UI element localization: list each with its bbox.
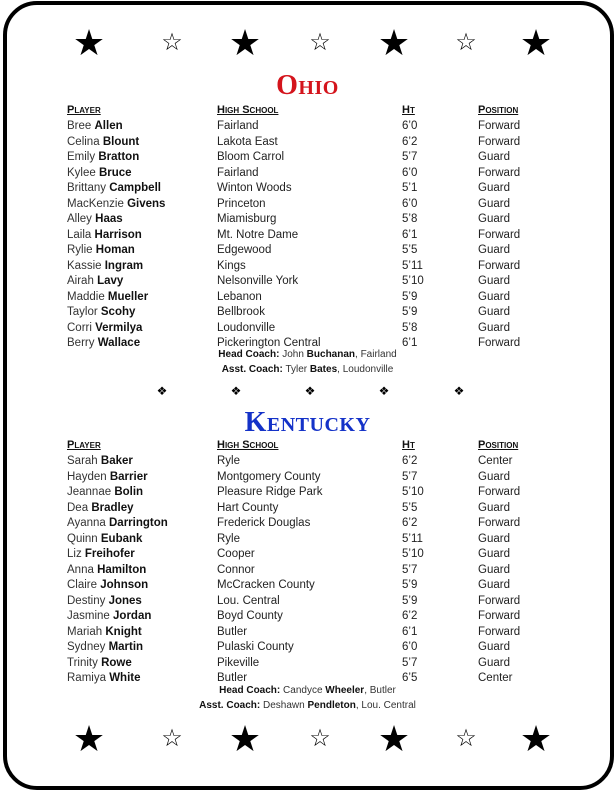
- outline-star-icon: ☆: [455, 29, 477, 56]
- player-position: Forward: [478, 486, 521, 498]
- player-name: [67, 655, 132, 671]
- player-last-name: Givens: [127, 197, 166, 210]
- table-row: [0, 258, 615, 274]
- player-name: [67, 453, 133, 469]
- player-last-name: Eubank: [100, 532, 143, 545]
- player-name: [67, 149, 139, 165]
- player-name: [67, 469, 148, 485]
- player-first-name: Alley: [67, 213, 92, 225]
- player-last-name: Darrington: [109, 517, 168, 529]
- player-first-name: Celina: [67, 135, 100, 148]
- table-row: [0, 608, 615, 624]
- player-height: 5’1: [402, 182, 418, 194]
- player-school: Bellbrook: [217, 306, 265, 318]
- player-height: 5’5: [402, 501, 418, 514]
- table-row: [0, 515, 615, 531]
- player-last-name: Hamilton: [97, 563, 147, 576]
- player-first-name: MacKenzie: [67, 197, 124, 210]
- player-name: [67, 500, 134, 516]
- player-name: [67, 180, 161, 196]
- player-school: Butler: [217, 625, 248, 638]
- player-school: Ryle: [217, 532, 241, 545]
- player-name: [67, 608, 151, 624]
- coach-last-name: Buchanan: [306, 349, 356, 360]
- player-position: Forward: [478, 120, 521, 132]
- column-header-position: Position: [478, 439, 519, 451]
- player-name: [67, 165, 132, 181]
- player-school: Hart County: [217, 501, 279, 514]
- table-row: [0, 639, 615, 655]
- column-header-position: Position: [478, 104, 519, 116]
- player-last-name: White: [109, 672, 141, 684]
- player-name: [67, 484, 143, 500]
- player-height: 6’0: [402, 641, 418, 653]
- player-position: Guard: [478, 501, 510, 514]
- player-first-name: Ayanna: [67, 517, 106, 529]
- player-school: Ryle: [217, 455, 241, 467]
- player-name: [67, 118, 123, 134]
- coach-first-name: Tyler: [285, 364, 308, 375]
- player-height: 5’10: [402, 548, 424, 560]
- player-school: Connor: [217, 563, 255, 576]
- player-position: Center: [478, 672, 513, 684]
- coach-label: Asst. Coach:: [199, 700, 261, 711]
- player-position: Forward: [478, 610, 521, 622]
- player-last-name: Martin: [108, 641, 144, 653]
- player-position: Guard: [478, 244, 510, 256]
- filled-star-icon: ★: [377, 718, 411, 759]
- player-school: Lou. Central: [217, 594, 280, 607]
- column-header-player: Player: [67, 439, 101, 451]
- table-row: [0, 118, 615, 134]
- player-position: Forward: [478, 517, 521, 529]
- player-position: Center: [478, 455, 513, 467]
- player-school: Edgewood: [217, 244, 272, 256]
- player-position: Guard: [478, 656, 510, 669]
- player-height: 6’0: [402, 197, 418, 210]
- table-row: [0, 196, 615, 212]
- player-first-name: Anna: [67, 563, 94, 576]
- player-first-name: Destiny: [67, 594, 106, 607]
- player-first-name: Quinn: [67, 532, 98, 545]
- player-last-name: Vermilya: [95, 321, 143, 334]
- player-first-name: Mariah: [67, 625, 103, 638]
- player-last-name: Mueller: [107, 290, 149, 303]
- player-position: Forward: [478, 337, 521, 349]
- player-height: 6’5: [402, 672, 418, 684]
- player-school: Pickerington Central: [217, 337, 321, 349]
- coach-first-name: Candyce: [283, 685, 323, 696]
- player-first-name: Bree: [67, 120, 92, 132]
- player-first-name: Taylor: [67, 306, 98, 318]
- table-row: [0, 227, 615, 243]
- coach-school: , Lou. Central: [355, 700, 416, 711]
- player-position: Forward: [478, 594, 521, 607]
- player-position: Guard: [478, 213, 510, 225]
- coach-last-name: Wheeler: [325, 685, 365, 696]
- player-school: Fairland: [217, 120, 259, 132]
- player-position: Forward: [478, 625, 521, 638]
- player-height: 5’7: [402, 470, 418, 483]
- coach-school: , Fairland: [355, 349, 397, 360]
- player-height: 6’2: [402, 517, 418, 529]
- coach-school: , Loudonville: [337, 364, 394, 375]
- player-school: Butler: [217, 672, 248, 684]
- player-height: 5’7: [402, 656, 418, 669]
- player-school: Miamisburg: [217, 213, 277, 225]
- player-last-name: Blount: [102, 135, 140, 148]
- player-last-name: Knight: [105, 625, 142, 638]
- player-name: [67, 562, 146, 578]
- player-height: 5’5: [402, 244, 418, 256]
- player-school: Bloom Carrol: [217, 151, 285, 163]
- player-name: [67, 639, 143, 655]
- player-first-name: Kassie: [67, 259, 102, 272]
- player-school: Loudonville: [217, 321, 276, 334]
- table-row: [0, 577, 615, 593]
- player-last-name: Allen: [94, 120, 123, 132]
- diamond-ornament-icon: ❖: [230, 384, 242, 398]
- player-name: [67, 289, 148, 305]
- player-height: 6’2: [402, 610, 418, 622]
- filled-star-icon: ★: [228, 22, 262, 63]
- player-position: Forward: [478, 135, 521, 148]
- player-first-name: Corri: [67, 321, 92, 334]
- player-first-name: Hayden: [67, 470, 107, 483]
- coach-label: Head Coach:: [218, 349, 280, 360]
- player-name: [67, 593, 142, 609]
- player-first-name: Jeannae: [67, 486, 112, 498]
- player-height: 5’10: [402, 486, 424, 498]
- player-name: [67, 134, 139, 150]
- player-height: 6’1: [402, 337, 418, 349]
- bottom-star-row: [0, 719, 615, 759]
- column-header-school: High School: [217, 104, 279, 116]
- player-first-name: Berry: [67, 337, 95, 349]
- table-row: [0, 546, 615, 562]
- player-height: 6’0: [402, 120, 418, 132]
- player-name: [67, 227, 142, 243]
- player-height: 5’9: [402, 594, 418, 607]
- player-last-name: Bradley: [91, 501, 134, 514]
- outline-star-icon: ☆: [309, 725, 331, 752]
- top-star-row: [0, 23, 615, 63]
- player-first-name: Airah: [67, 275, 94, 287]
- kentucky-asst-coach: [0, 699, 615, 713]
- player-last-name: Ingram: [104, 259, 144, 272]
- player-position: Guard: [478, 470, 510, 483]
- player-position: Guard: [478, 182, 510, 194]
- player-position: Guard: [478, 532, 510, 545]
- player-position: Guard: [478, 563, 510, 576]
- filled-star-icon: ★: [72, 22, 106, 63]
- table-row: [0, 593, 615, 609]
- player-school: Kings: [217, 259, 246, 272]
- player-height: 6’0: [402, 166, 418, 179]
- diamond-ornament-icon: ❖: [156, 384, 168, 398]
- coach-first-name: Deshawn: [263, 700, 305, 711]
- table-row: [0, 453, 615, 469]
- player-height: 6’2: [402, 135, 418, 148]
- player-first-name: Liz: [67, 548, 82, 560]
- column-header-height: Ht: [402, 104, 415, 116]
- player-first-name: Emily: [67, 151, 96, 163]
- table-row: [0, 304, 615, 320]
- player-last-name: Rowe: [101, 656, 132, 669]
- player-name: [67, 273, 123, 289]
- player-height: 5’7: [402, 151, 418, 163]
- player-height: 5’10: [402, 275, 424, 287]
- player-height: 5’9: [402, 579, 418, 591]
- player-school: Boyd County: [217, 610, 283, 622]
- coach-last-name: Bates: [309, 364, 338, 375]
- player-position: Forward: [478, 166, 521, 179]
- table-row: [0, 500, 615, 516]
- player-name: [67, 211, 123, 227]
- table-row: [0, 562, 615, 578]
- coach-first-name: John: [282, 349, 304, 360]
- player-last-name: Campbell: [109, 182, 161, 194]
- player-last-name: Jordan: [113, 610, 152, 622]
- player-first-name: Ramiya: [67, 672, 106, 684]
- player-first-name: Brittany: [67, 182, 106, 194]
- player-height: 5’9: [402, 306, 418, 318]
- player-school: Mt. Notre Dame: [217, 228, 299, 241]
- player-position: Guard: [478, 641, 510, 653]
- diamond-ornament-icon: ❖: [453, 384, 465, 398]
- player-position: Guard: [478, 151, 510, 163]
- player-last-name: Wallace: [97, 337, 141, 349]
- player-last-name: Johnson: [100, 579, 149, 591]
- player-height: 5’8: [402, 321, 418, 334]
- table-row: [0, 242, 615, 258]
- player-last-name: Barrier: [109, 470, 148, 483]
- player-position: Guard: [478, 197, 510, 210]
- outline-star-icon: ☆: [161, 725, 183, 752]
- player-name: [67, 320, 142, 336]
- coach-label: Asst. Coach:: [221, 364, 283, 375]
- table-row: [0, 165, 615, 181]
- player-position: Guard: [478, 275, 510, 287]
- kentucky-title: Kentucky: [244, 407, 371, 438]
- player-school: Cooper: [217, 548, 255, 560]
- player-last-name: Bolin: [114, 486, 144, 498]
- player-school: Montgomery County: [217, 470, 321, 483]
- coach-school: , Butler: [364, 685, 396, 696]
- table-row: [0, 273, 615, 289]
- player-school: Lakota East: [217, 135, 278, 148]
- player-height: 6’1: [402, 625, 418, 638]
- player-position: Guard: [478, 290, 510, 303]
- player-name: [67, 304, 135, 320]
- outline-star-icon: ☆: [455, 725, 477, 752]
- player-school: Winton Woods: [217, 182, 292, 194]
- player-position: Guard: [478, 579, 510, 591]
- table-row: [0, 180, 615, 196]
- player-school: McCracken County: [217, 579, 315, 591]
- player-school: Pleasure Ridge Park: [217, 486, 323, 498]
- player-height: 6’2: [402, 455, 418, 467]
- player-last-name: Bruce: [98, 166, 132, 179]
- table-row: [0, 211, 615, 227]
- kentucky-head-coach: [0, 684, 615, 698]
- ohio-table-header: [0, 102, 615, 118]
- player-name: [67, 531, 142, 547]
- player-last-name: Haas: [95, 213, 123, 225]
- player-school: Pulaski County: [217, 641, 294, 653]
- filled-star-icon: ★: [72, 718, 106, 759]
- player-first-name: Kylee: [67, 166, 96, 179]
- table-row: [0, 149, 615, 165]
- player-position: Forward: [478, 259, 521, 272]
- player-last-name: Homan: [95, 244, 135, 256]
- column-header-height: Ht: [402, 439, 415, 451]
- player-height: 5’8: [402, 213, 418, 225]
- player-last-name: Lavy: [97, 275, 124, 287]
- player-last-name: Scohy: [100, 306, 136, 318]
- player-first-name: Jasmine: [67, 610, 110, 622]
- diamond-ornament-icon: ❖: [378, 384, 390, 398]
- ohio-head-coach: [0, 348, 615, 362]
- player-school: Lebanon: [217, 290, 262, 303]
- player-height: 5’7: [402, 563, 418, 576]
- table-row: [0, 531, 615, 547]
- ohio-title: Ohio: [276, 70, 339, 101]
- player-name: [67, 546, 135, 562]
- filled-star-icon: ★: [519, 718, 553, 759]
- player-name: [67, 258, 143, 274]
- player-name: [67, 196, 165, 212]
- table-row: [0, 624, 615, 640]
- table-row: [0, 655, 615, 671]
- player-name: [67, 577, 148, 593]
- diamond-ornament-icon: ❖: [304, 384, 316, 398]
- column-header-school: High School: [217, 439, 279, 451]
- player-last-name: Bratton: [98, 151, 140, 163]
- diamond-divider: [0, 384, 615, 398]
- player-first-name: Sarah: [67, 455, 98, 467]
- outline-star-icon: ☆: [161, 29, 183, 56]
- player-first-name: Laila: [67, 228, 92, 241]
- player-last-name: Harrison: [94, 228, 142, 241]
- player-height: 5’9: [402, 290, 418, 303]
- player-name: [67, 624, 142, 640]
- player-height: 5’11: [402, 259, 423, 272]
- player-height: 5’11: [402, 532, 423, 545]
- player-first-name: Sydney: [67, 641, 106, 653]
- player-position: Guard: [478, 306, 510, 318]
- player-school: Fairland: [217, 166, 259, 179]
- player-name: [67, 515, 168, 531]
- table-row: [0, 469, 615, 485]
- player-last-name: Freihofer: [84, 548, 135, 560]
- player-last-name: Baker: [100, 455, 133, 467]
- table-row: [0, 289, 615, 305]
- kentucky-table-header: [0, 437, 615, 453]
- coach-last-name: Pendleton: [307, 700, 356, 711]
- player-position: Forward: [478, 228, 521, 241]
- player-position: Guard: [478, 548, 510, 560]
- filled-star-icon: ★: [519, 22, 553, 63]
- table-row: [0, 484, 615, 500]
- ohio-asst-coach: [0, 363, 615, 377]
- player-position: Guard: [478, 321, 510, 334]
- table-row: [0, 320, 615, 336]
- player-first-name: Maddie: [67, 290, 105, 303]
- player-first-name: Trinity: [67, 656, 98, 669]
- player-height: 6’1: [402, 228, 418, 241]
- filled-star-icon: ★: [228, 718, 262, 759]
- player-last-name: Jones: [108, 594, 142, 607]
- player-school: Pikeville: [217, 656, 260, 669]
- table-row: [0, 134, 615, 150]
- player-first-name: Rylie: [67, 244, 93, 256]
- player-school: Nelsonville York: [217, 275, 299, 287]
- player-first-name: Dea: [67, 501, 89, 514]
- player-school: Frederick Douglas: [217, 517, 311, 529]
- player-name: [67, 242, 135, 258]
- outline-star-icon: ☆: [309, 29, 331, 56]
- player-first-name: Claire: [67, 579, 98, 591]
- player-school: Princeton: [217, 197, 266, 210]
- coach-label: Head Coach:: [219, 685, 281, 696]
- column-header-player: Player: [67, 104, 101, 116]
- filled-star-icon: ★: [377, 22, 411, 63]
